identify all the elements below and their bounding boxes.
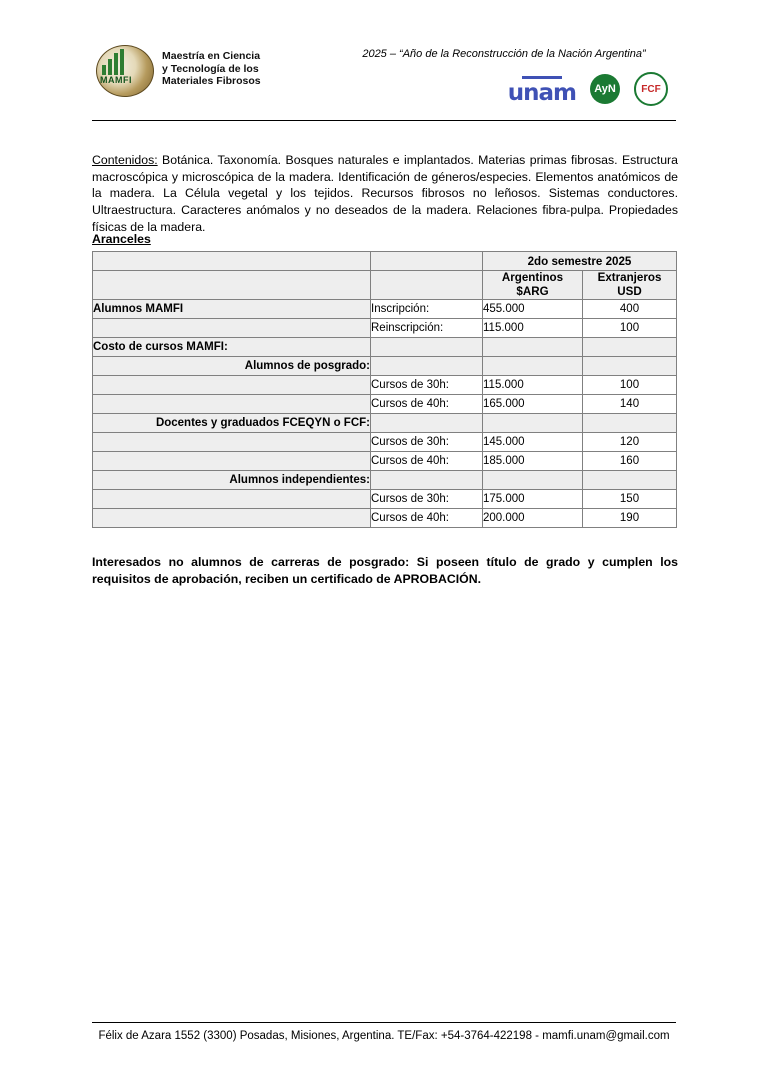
row-usd: 120 — [583, 433, 677, 452]
mamfi-logo-text — [162, 50, 261, 88]
table-row — [93, 395, 677, 414]
row-category — [93, 490, 371, 509]
row-usd: 400 — [583, 300, 677, 319]
mamfi-logo-line2: y Tecnología de los — [162, 62, 259, 75]
row-arg — [483, 414, 583, 433]
header-argentinos-line2: $ARG — [516, 285, 549, 298]
row-item — [371, 338, 483, 357]
contenidos-paragraph — [92, 152, 678, 235]
row-category: Alumnos de posgrado: — [93, 357, 371, 376]
aranceles-heading: Aranceles — [92, 232, 151, 246]
row-usd: 190 — [583, 509, 677, 528]
row-item: Inscripción: — [371, 300, 483, 319]
nota-paragraph: Interesados no alumnos de carreras de posgrado: Si poseen título de grado y cumplen los requisitos de aprobación, reciben un certificado de APROBACIÓN. — [92, 555, 678, 586]
row-item — [371, 471, 483, 490]
row-usd — [583, 357, 677, 376]
row-item: Cursos de 40h: — [371, 509, 483, 528]
footer-divider — [92, 1022, 676, 1023]
row-category: Alumnos independientes: — [93, 471, 371, 490]
row-arg: 185.000 — [483, 452, 583, 471]
page-header — [92, 36, 676, 110]
row-usd: 150 — [583, 490, 677, 509]
row-arg — [483, 471, 583, 490]
table-row — [93, 357, 677, 376]
row-usd: 100 — [583, 319, 677, 338]
row-category — [93, 395, 371, 414]
header-extranjeros-line1: Extranjeros — [597, 271, 662, 284]
row-category — [93, 433, 371, 452]
row-category: Docentes y graduados FCEQYN o FCF: — [93, 414, 371, 433]
mamfi-logo-line3: Materiales Fibrosos — [162, 75, 261, 88]
row-arg: 175.000 — [483, 490, 583, 509]
row-arg: 145.000 — [483, 433, 583, 452]
row-arg: 115.000 — [483, 376, 583, 395]
header-blank-cell-2 — [371, 252, 483, 271]
ayn-logo-icon: AyN — [590, 74, 620, 104]
aranceles-table — [92, 251, 677, 528]
row-item — [371, 357, 483, 376]
header-divider — [92, 120, 676, 121]
table-row — [93, 471, 677, 490]
row-item: Reinscripción: — [371, 319, 483, 338]
table-row — [93, 300, 677, 319]
institution-logos — [508, 72, 668, 106]
header-extranjeros-line2: USD — [617, 285, 642, 298]
row-item: Cursos de 30h: — [371, 490, 483, 509]
row-usd: 140 — [583, 395, 677, 414]
row-item: Cursos de 40h: — [371, 395, 483, 414]
header-blank-cell-1 — [93, 252, 371, 271]
row-category: Alumnos MAMFI — [93, 300, 371, 319]
row-item — [371, 414, 483, 433]
header-extranjeros-cell — [583, 271, 677, 300]
row-item: Cursos de 40h: — [371, 452, 483, 471]
header-blank-cell-3 — [93, 271, 371, 300]
table-header-row-currency — [93, 271, 677, 300]
row-item: Cursos de 30h: — [371, 433, 483, 452]
mamfi-emblem-icon — [92, 39, 156, 99]
row-usd — [583, 414, 677, 433]
row-usd: 100 — [583, 376, 677, 395]
footer-contact: Félix de Azara 1552 (3300) Posadas, Misiones, Argentina. TE/Fax: +54-3764-422198 - mamfi.unam@gmail.com — [98, 1030, 670, 1042]
row-arg: 115.000 — [483, 319, 583, 338]
table-row — [93, 414, 677, 433]
header-argentinos-line1: Argentinos — [501, 271, 564, 284]
table-row — [93, 452, 677, 471]
header-blank-cell-4 — [371, 271, 483, 300]
row-category — [93, 452, 371, 471]
table-row — [93, 433, 677, 452]
row-category: Costo de cursos MAMFI: — [93, 338, 371, 357]
table-row — [93, 338, 677, 357]
row-usd — [583, 471, 677, 490]
table-row — [93, 319, 677, 338]
contenidos-label: Contenidos: — [92, 153, 158, 168]
contenidos-text: Botánica. Taxonomía. Bosques naturales e implantados. Materias primas fibrosas. Estructura macroscópica y microscópica de la madera. Identificación de géneros/especies. Elementos anatómicos de la madera. La Célula vegetal y los tejidos. Recursos fibrosos no leñosos. Sistemas conductores. Ultraestructura. Caracteres anómalos y no deseados de la madera. Relaciones fibra-pulpa. Propiedades físicas de la madera. — [92, 153, 678, 234]
table-row — [93, 376, 677, 395]
row-usd — [583, 338, 677, 357]
fcf-logo-icon: FCF — [634, 72, 668, 106]
table-row — [93, 509, 677, 528]
row-arg: 200.000 — [483, 509, 583, 528]
mamfi-acronym: MAMFI — [100, 75, 132, 85]
unam-logo-icon — [508, 76, 576, 105]
row-arg: 165.000 — [483, 395, 583, 414]
unam-logo-text: unam — [507, 79, 576, 106]
row-category — [93, 376, 371, 395]
row-category — [93, 319, 371, 338]
mamfi-logo-line1: Maestría en Ciencia — [162, 50, 261, 63]
table-header-row-period — [93, 252, 677, 271]
row-arg: 455.000 — [483, 300, 583, 319]
row-category — [93, 509, 371, 528]
row-arg — [483, 357, 583, 376]
table-row — [93, 490, 677, 509]
row-usd: 160 — [583, 452, 677, 471]
header-year-slogan: 2025 – “Año de la Reconstrucción de la Nación Argentina” — [362, 48, 646, 60]
row-item: Cursos de 30h: — [371, 376, 483, 395]
row-arg — [483, 338, 583, 357]
mamfi-logo — [92, 38, 292, 100]
header-period-cell: 2do semestre 2025 — [483, 252, 677, 271]
header-argentinos-cell — [483, 271, 583, 300]
